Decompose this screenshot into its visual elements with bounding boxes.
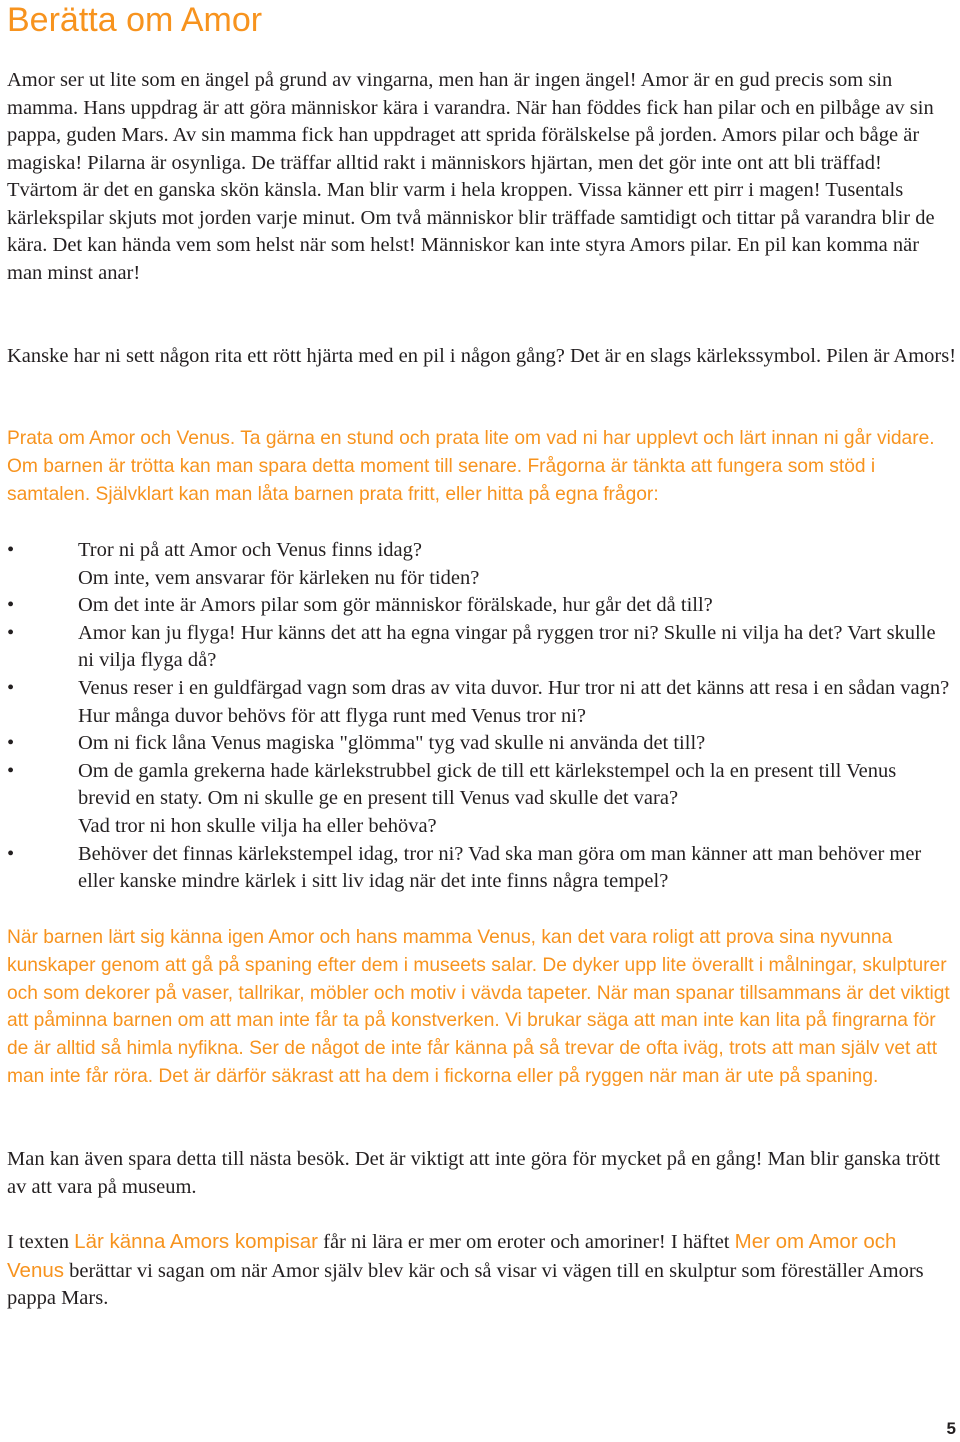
booklet-title-link: Mer om Amor och Venus bbox=[7, 1230, 897, 1282]
list-item: • Behöver det finnas kärlekstempel idag, tror ni? Vad ska man göra om man känner att man behöver mer eller kanske mindre kärlek i sitt liv idag när det inte finns några tempel? bbox=[7, 841, 952, 896]
list-item: • Om de gamla grekerna hade kärlekstrubbel gick de till ett kärlekstempel och la en present till Venus brevid en staty. Om ni skulle ge en present till Venus vad skulle det vara? bbox=[7, 758, 952, 813]
list-item: • Om det inte är Amors pilar som gör människor förälskade, hur går det då till? bbox=[7, 592, 952, 620]
list-item: • Tror ni på att Amor och Venus finns idag? bbox=[7, 537, 952, 565]
question-list bbox=[7, 537, 952, 896]
list-item: Vad tror ni hon skulle vilja ha eller behöva? bbox=[78, 814, 437, 837]
list-item: • Amor kan ju flyga! Hur känns det att ha egna vingar på ryggen tror ni? Skulle ni vilja ha det? Vart skulle ni vilja flyga då? bbox=[7, 620, 952, 675]
next-visit-paragraph: Man kan även spara detta till nästa besök. Det är viktigt att inte göra för mycket på en gång! Man blir ganska trött av att vara på museum. bbox=[7, 1148, 941, 1198]
symbol-paragraph: Kanske har ni sett någon rita ett rött hjärta med en pil i någon gång? Det är en slags kärlekssymbol. Pilen är Amors! bbox=[7, 345, 957, 367]
final-paragraph bbox=[7, 1228, 957, 1313]
list-item: • Venus reser i en guldfärgad vagn som dras av vita duvor. Hur tror ni att det känns att resa i en sådan vagn? Hur många duvor behövs för att flyga runt med Venus tror ni? bbox=[7, 675, 952, 730]
booklet-title-link: Lär känna Amors kompisar bbox=[74, 1230, 318, 1253]
final-text-part-3: berättar vi sagan om när Amor själv blev kär och så visar vi vägen till en skulptur som föreställer Amors pappa Mars. bbox=[7, 1259, 924, 1309]
museum-paragraph: När barnen lärt sig känna igen Amor och hans mamma Venus, kan det vara roligt att prova sina nyvunna kunskaper genom att gå på spaning efter dem i museets salar. De dyker upp lite överallt i målningar, skulpturer och som dekorer på vaser, tallrikar, möbler och motiv i vävda tapeter. När man spanar tillsammans är det viktigt att påminna barnen om att man inte får ta på konstverken. Vi brukar säga att man inte kan lita på fingrarna för de är alltid så himla nyfikna. Ser de något de inte får känna på så trevar de ofta iväg, trots att man själv vet att man inte får röra. Det är därför säkrast att ha dem i fickorna eller på ryggen när man är ute på spaning. bbox=[7, 927, 950, 1087]
final-text-part-2: får ni lära er mer om eroter och amoriner! I häftet bbox=[318, 1231, 735, 1253]
page-title: Berätta om Amor bbox=[7, 1, 263, 39]
discussion-intro: Prata om Amor och Venus. Ta gärna en stund och prata lite om vad ni har upplevt och lärt innan ni går vidare. Om barnen är trötta kan man spara detta moment till senare. Frågorna är tänkta att fungera som stöd i samtalen. Självklart kan man låta barnen prata fritt, eller hitta på egna frågor: bbox=[7, 428, 935, 505]
final-text-part-1: I texten bbox=[7, 1231, 75, 1253]
list-item: Om inte, vem ansvarar för kärleken nu för tiden? bbox=[78, 566, 480, 589]
list-item: • Om ni fick låna Venus magiska "glömma" tyg vad skulle ni använda det till? bbox=[7, 730, 952, 758]
page-number: 5 bbox=[946, 1419, 956, 1438]
intro-paragraph: Amor ser ut lite som en ängel på grund av vingarna, men han är ingen ängel! Amor är en gud precis som sin mamma. Hans uppdrag är att göra människor kära i varandra. När han föddes fick han pilar och en pilbåge av sin pappa, guden Mars. Av sin mamma fick han uppdraget att sprida förälskelse på jorden. Amors pilar och båge är magiska! Pilarna är osynliga. De träffar alltid rakt i människors hjärtan, men det gör inte ont att bli träffad! Tvärtom är det en ganska skön känsla. Man blir varm i hela kroppen. Vissa känner ett pirr i magen! Tusentals kärlekspilar skjuts mot jorden varje minut. Om två människor blir träffade samtidigt och tittar på varandra blir de kära. Det kan hända vem som helst när som helst! Människor kan inte styra Amors pilar. En pil kan komma när man minst anar! bbox=[7, 69, 935, 284]
